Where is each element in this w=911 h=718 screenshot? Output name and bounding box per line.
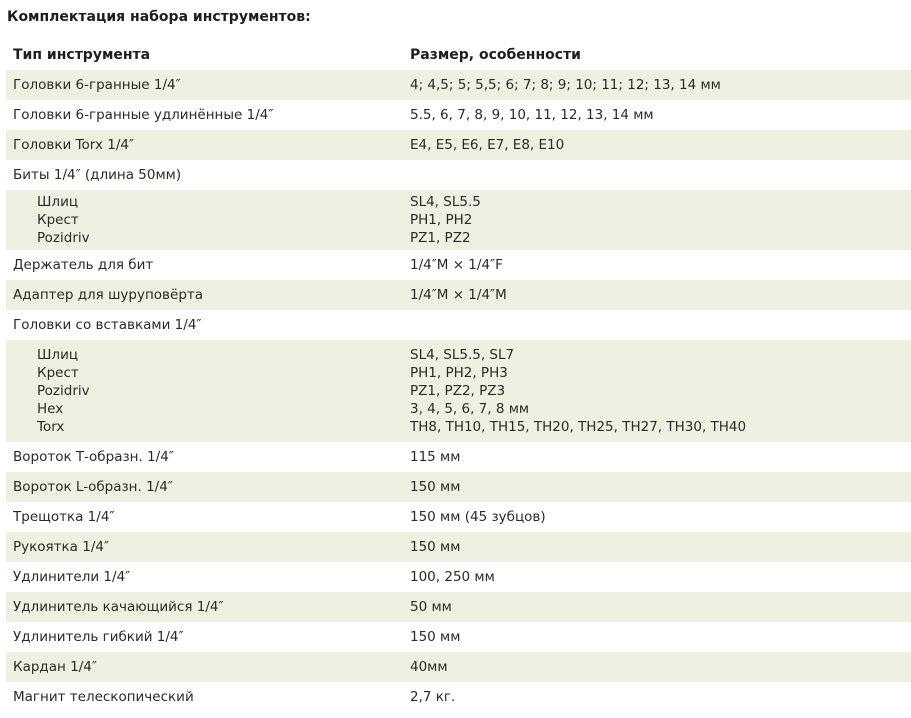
- tool-spec: [403, 310, 911, 340]
- table-row: [6, 592, 911, 622]
- table-row: [6, 682, 911, 712]
- tool-subtypes: [6, 190, 403, 250]
- subtype-spec: PH1, PH2, PH3: [410, 365, 508, 381]
- subtype-label: Крест: [37, 212, 79, 228]
- tool-spec: 4; 4,5; 5; 5,5; 6; 7; 8; 9; 10; 11; 12; 13, 14 мм: [403, 70, 911, 100]
- tool-name: Головки со вставками 1/4″: [13, 317, 202, 333]
- tool-name: Удлинитель качающийся 1/4″: [6, 592, 403, 622]
- subtype-label: Шлиц: [37, 194, 79, 210]
- table-row: [6, 250, 911, 280]
- tool-name: Адаптер для шуруповёрта: [6, 280, 403, 310]
- tool-name: Удлинитель гибкий 1/4″: [13, 629, 184, 645]
- subtype-spec: PH1, PH2: [410, 212, 473, 228]
- tools-table: [6, 40, 911, 712]
- table-row: [6, 442, 911, 472]
- tool-spec: 115 мм: [410, 449, 461, 465]
- table-row: [6, 472, 911, 502]
- tool-spec: 50 мм: [403, 592, 911, 622]
- tool-name: Вороток L-образн. 1/4″: [6, 472, 403, 502]
- subtype-spec: 3, 4, 5, 6, 7, 8 мм: [410, 401, 530, 417]
- tool-name: Магнит телескопический: [13, 689, 194, 705]
- table-header-row: [6, 40, 911, 70]
- tool-name: Кардан 1/4″: [6, 652, 403, 682]
- subtype-label: Pozidriv: [37, 230, 90, 246]
- subtype-label: Крест: [37, 365, 79, 381]
- tool-spec: 150 мм: [403, 532, 911, 562]
- tool-name: Вороток Т-образн. 1/4″: [13, 449, 174, 465]
- subtype-spec: PZ1, PZ2: [410, 230, 471, 246]
- subtype-spec: PZ1, PZ2, PZ3: [410, 383, 506, 399]
- tool-spec: 150 мм: [410, 629, 461, 645]
- subtype-spec: SL4, SL5.5: [410, 194, 481, 210]
- tool-spec: 40мм: [403, 652, 911, 682]
- tool-spec-list: [403, 190, 911, 250]
- table-row: [6, 280, 911, 310]
- table-row: [6, 310, 911, 340]
- table-row: [6, 130, 911, 160]
- subtype-label: Torx: [37, 419, 65, 435]
- tool-spec: 150 мм: [403, 472, 911, 502]
- page-title: Комплектация набора инструментов:: [7, 9, 311, 25]
- tool-name: Биты 1/4″ (длина 50мм): [13, 167, 182, 183]
- tool-subtypes: [6, 340, 403, 442]
- tool-spec: 1/4″M × 1/4″M: [403, 280, 911, 310]
- column-header-spec: Размер, особенности: [403, 40, 911, 70]
- tool-spec: 5.5, 6, 7, 8, 9, 10, 11, 12, 13, 14 мм: [410, 107, 654, 123]
- tool-spec: [403, 160, 911, 190]
- tool-name: Головки 6-гранные удлинённые 1/4″: [13, 107, 274, 123]
- table-row: [6, 100, 911, 130]
- subtype-spec: TH8, TH10, TH15, TH20, TH25, TH27, TH30, TH40: [410, 419, 747, 435]
- tool-spec: 150 мм (45 зубцов): [410, 509, 546, 525]
- tool-name: Держатель для бит: [13, 257, 154, 273]
- tool-name: Головки 6-гранные 1/4″: [6, 70, 403, 100]
- tool-spec-list: [403, 340, 911, 442]
- table-row: [6, 160, 911, 190]
- tool-spec: 1/4″M × 1/4″F: [410, 257, 503, 273]
- table-row: [6, 562, 911, 592]
- table-row: [6, 622, 911, 652]
- tool-name: Удлинители 1/4″: [13, 569, 131, 585]
- table-row: [6, 532, 911, 562]
- tool-spec: 2,7 кг.: [410, 689, 456, 705]
- column-header-type: Тип инструмента: [6, 40, 403, 70]
- table-row: [6, 652, 911, 682]
- tool-name: Головки Torx 1/4″: [6, 130, 403, 160]
- table-row: [6, 70, 911, 100]
- tool-name: Трещотка 1/4″: [13, 509, 115, 525]
- subtype-label: Hex: [37, 401, 64, 417]
- table-row-group: [6, 190, 911, 250]
- subtype-spec: SL4, SL5.5, SL7: [410, 347, 515, 363]
- subtype-label: Шлиц: [37, 347, 79, 363]
- table-row: [6, 502, 911, 532]
- tool-name: Рукоятка 1/4″: [6, 532, 403, 562]
- table-row-group: [6, 340, 911, 442]
- tool-spec: E4, E5, E6, E7, E8, E10: [403, 130, 911, 160]
- subtype-label: Pozidriv: [37, 383, 90, 399]
- tool-spec: 100, 250 мм: [410, 569, 495, 585]
